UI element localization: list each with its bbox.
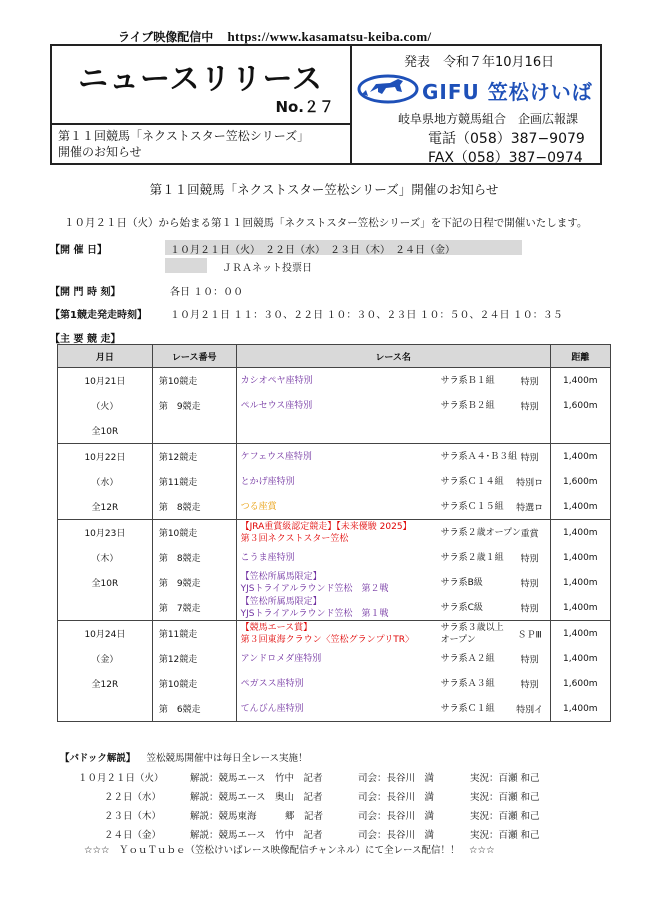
- race-name: てんびん座特別: [240, 703, 304, 714]
- race-total: 全12R: [58, 671, 153, 696]
- race-distance: 1,400m: [550, 545, 610, 570]
- race-grade: 特別ロ: [516, 478, 544, 488]
- paddock-commentator: 解説：競馬エース 竹中 記者: [190, 773, 323, 784]
- paddock-announcer: 実況：百瀬 和己: [470, 811, 540, 822]
- paddock-title: 【パドック解説】: [60, 753, 136, 764]
- website-link[interactable]: https://www.kasamatsu-keiba.com/: [227, 29, 432, 44]
- paddock-host: 司会：長谷川 満: [358, 792, 435, 803]
- table-row: [58, 418, 611, 444]
- race-table: [57, 344, 611, 722]
- race-day-of-week: （水）: [58, 469, 153, 494]
- race-total: 全10R: [58, 570, 153, 595]
- race-name-cell: [236, 696, 550, 722]
- race-number: 第 9競走: [152, 570, 236, 595]
- race-date: 10月24日: [58, 621, 153, 647]
- race-name: [241, 622, 414, 646]
- document-title: 第１１回競馬「ネクストスター笠松シリーズ」開催のお知らせ: [149, 182, 499, 197]
- race-name-cell: [236, 393, 550, 418]
- organization: 岐阜県地方競馬組合 企画広報課: [398, 112, 579, 126]
- paddock-announcer: 実況：百瀬 和己: [470, 830, 540, 841]
- race-class: サラ系B級: [440, 577, 483, 588]
- race-number: 第 7競走: [152, 595, 236, 621]
- race-class: サラ系Ｃ１４組: [440, 476, 504, 487]
- logo-text: GIFU 笠松けいば: [422, 80, 593, 104]
- race-grade: 特選ロ: [516, 503, 544, 513]
- race-number: 第10競走: [152, 671, 236, 696]
- open-time-label: 【開 門 時 刻】: [50, 287, 121, 298]
- race-name: [241, 521, 412, 545]
- race-name-cell: [236, 520, 550, 546]
- header-right-panel: [352, 46, 600, 166]
- fax-number: FAX（058）387−0974: [428, 150, 583, 166]
- race-grade: 特別: [520, 377, 539, 387]
- race-name-cell: [236, 570, 550, 595]
- live-banner: [118, 28, 431, 45]
- race-class: サラ系Ａ２組: [440, 653, 495, 664]
- race-class: サラ系Ｂ１組: [440, 375, 495, 386]
- table-header-row: [58, 345, 611, 368]
- race-number: 第11競走: [152, 469, 236, 494]
- header-distance: 距離: [550, 345, 610, 368]
- header-date: 月日: [58, 345, 153, 368]
- paddock-commentator: 解説：競馬エース 奥山 記者: [190, 792, 323, 803]
- paddock-day: １０月２１日（火）: [78, 773, 164, 784]
- race-number: 第10競走: [152, 368, 236, 394]
- dates-label: 【開 催 日】: [50, 245, 107, 256]
- race-grade: 特別: [520, 402, 539, 412]
- race-number: 第 6競走: [152, 696, 236, 722]
- race-day-of-week: （金）: [58, 646, 153, 671]
- race-distance: 1,400m: [550, 595, 610, 621]
- race-name: とかげ座特別: [240, 476, 295, 487]
- dates-value: １０月２１日（火） ２２日（水） ２３日（木） ２４日（金）: [170, 245, 455, 256]
- race-grade: 特別: [520, 680, 539, 690]
- paddock-host: 司会：長谷川 満: [358, 811, 435, 822]
- race-grade: 特別イ: [516, 705, 544, 715]
- table-row: [58, 368, 611, 394]
- paddock-host: 司会：長谷川 満: [358, 830, 435, 841]
- race-class: サラ系Ｃ１５組: [440, 501, 504, 512]
- race-grade: 特別: [520, 604, 539, 614]
- race-distance: 1,400m: [550, 444, 610, 470]
- race-name-cell: [236, 368, 550, 394]
- race-class: サラ系２歳１組: [440, 552, 504, 563]
- race-name: つる座賞: [240, 501, 277, 512]
- paddock-host: 司会：長谷川 満: [358, 773, 435, 784]
- paddock-day: ２２日（水）: [104, 792, 162, 803]
- race-number: 第 9競走: [152, 393, 236, 418]
- horse-logo-icon: [356, 70, 420, 106]
- race-class: [441, 622, 504, 646]
- race-name: アンドロメダ座特別: [240, 653, 322, 664]
- race-title: YJSトライアルラウンド笠松 第２戦: [240, 583, 389, 594]
- race-tag: 【笠松所属馬限定】: [240, 571, 322, 582]
- race-name: [241, 571, 389, 595]
- race-distance: 1,600m: [550, 671, 610, 696]
- table-row: [58, 469, 611, 494]
- race-name: ペガスス座特別: [240, 678, 304, 689]
- race-distance: 1,600m: [550, 469, 610, 494]
- race-name-cell: [236, 595, 550, 621]
- race-class: サラ系２歳オープン: [440, 527, 521, 538]
- first-race-value: １０月２１日 １１：３０、２２日 １０：３０、２３日 １０：５０、２４日 １０：３５: [170, 310, 563, 321]
- paddock-day: ２３日（木）: [104, 811, 162, 822]
- subject-line-1: 第１１回競馬「ネクストスター笠松シリーズ」: [58, 129, 310, 143]
- race-tag: 【競馬エース賞】: [240, 622, 313, 633]
- race-day-of-week: （火）: [58, 393, 153, 418]
- kasamatsu-logo: [356, 70, 596, 106]
- table-row: [58, 444, 611, 470]
- race-class: サラ系Ｃ１組: [440, 703, 495, 714]
- race-number: 第 8競走: [152, 545, 236, 570]
- jra-highlight: [165, 258, 207, 273]
- race-tag: 【JRA重賞級認定競走】【未来優駿 2025】: [240, 521, 412, 532]
- race-name: ペルセウス座特別: [240, 400, 313, 411]
- intro-text: １０月２１日（火）から始まる第１１回競馬「ネクストスター笠松シリーズ」を下記の日程で開催いたします。: [64, 217, 588, 229]
- race-title: 第３回ネクストスター笠松: [240, 533, 349, 544]
- race-distance: 1,400m: [550, 646, 610, 671]
- race-distance: 1,400m: [550, 696, 610, 722]
- race-name-cell: [236, 646, 550, 671]
- press-header: [50, 44, 602, 165]
- race-name: ケフェウス座特別: [240, 451, 312, 462]
- race-distance: 1,400m: [550, 368, 610, 394]
- table-row: [58, 696, 611, 722]
- release-subject: [52, 123, 350, 163]
- race-tag: 【笠松所属馬限定】: [240, 596, 322, 607]
- release-number: No.２７: [275, 98, 334, 116]
- race-number: 第10競走: [152, 520, 236, 546]
- race-class-line-2: オープン: [440, 634, 476, 645]
- header-race-number: レース番号: [152, 345, 236, 368]
- table-row: [58, 621, 611, 647]
- race-grade: 特別: [520, 579, 539, 589]
- paddock-commentator: 解説：競馬東海 郷 記者: [190, 811, 324, 822]
- table-row: [58, 646, 611, 671]
- race-class-line-1: サラ系３歳以上: [440, 622, 504, 633]
- race-name-cell: [236, 545, 550, 570]
- table-row: [58, 545, 611, 570]
- table-row: [58, 494, 611, 520]
- race-name: こうま座特別: [240, 552, 295, 563]
- subject-line-2: 開催のお知らせ: [58, 145, 142, 159]
- youtube-footer: ☆☆☆ ＹｏｕＴｕｂｅ（笠松けいばレース映像配信チャンネル）にて全レース配信！！ ☆☆☆: [84, 845, 495, 856]
- race-name-cell: [236, 671, 550, 696]
- header-left-panel: [52, 46, 352, 163]
- race-date: 10月23日: [58, 520, 153, 546]
- race-grade: ＳＰⅢ: [517, 630, 542, 640]
- race-distance: 1,400m: [550, 570, 610, 595]
- race-grade: 特別: [520, 453, 539, 463]
- race-distance: 1,400m: [550, 520, 610, 546]
- race-day-of-week: （木）: [58, 545, 153, 570]
- race-distance: 1,400m: [550, 621, 610, 647]
- race-number: 第11競走: [152, 621, 236, 647]
- paddock-commentator: 解説：競馬エース 竹中 記者: [190, 830, 323, 841]
- live-label: ライブ映像配信中: [118, 30, 214, 44]
- race-grade: 重賞: [520, 529, 539, 539]
- race-total: 全12R: [58, 494, 153, 520]
- paddock-note: 笠松競馬開催中は毎日全レース実施！: [146, 753, 308, 764]
- race-distance: 1,400m: [550, 494, 610, 520]
- race-total: 全10R: [58, 418, 153, 444]
- race-number: 第12競走: [152, 646, 236, 671]
- paddock-day: ２４日（金）: [104, 830, 162, 841]
- race-number: 第 8競走: [152, 494, 236, 520]
- race-grade: 特別: [520, 554, 539, 564]
- race-class: サラ系Ａ３組: [440, 678, 495, 689]
- race-distance: 1,600m: [550, 393, 610, 418]
- race-class: サラ系Ａ４･Ｂ３組: [440, 451, 518, 462]
- table-row: [58, 595, 611, 621]
- table-row: [58, 671, 611, 696]
- table-row: [58, 570, 611, 595]
- phone-number: 電話（058）387−9079: [428, 131, 585, 147]
- race-name-cell: [236, 469, 550, 494]
- race-grade: 特別: [520, 655, 539, 665]
- paddock-section: [60, 750, 308, 764]
- race-class: サラ系Ｂ２組: [440, 400, 495, 411]
- header-race-name: レース名: [236, 345, 550, 368]
- race-class: サラ系C級: [440, 602, 483, 613]
- race-date: 10月21日: [58, 368, 153, 394]
- race-title: YJSトライアルラウンド笠松 第１戦: [240, 608, 389, 619]
- first-race-label: 【第1競走発走時刻】: [50, 310, 147, 321]
- page-title: ニュースリリース: [78, 62, 323, 97]
- paddock-announcer: 実況：百瀬 和己: [470, 792, 540, 803]
- jra-note: ＪＲＡネット投票日: [222, 263, 312, 274]
- race-name: [241, 596, 389, 620]
- race-name: カシオペヤ座特別: [240, 375, 313, 386]
- open-time-value: 各日 １０：００: [170, 287, 244, 298]
- table-row: [58, 393, 611, 418]
- main-races-label: 【主 要 競 走】: [50, 334, 121, 345]
- race-title: 第３回東海クラウン〈笠松グランプリTR〉: [240, 634, 414, 645]
- paddock-announcer: 実況：百瀬 和己: [470, 773, 540, 784]
- race-name-cell: [236, 494, 550, 520]
- race-number: 第12競走: [152, 444, 236, 470]
- race-name-cell: [236, 444, 550, 470]
- race-date: 10月22日: [58, 444, 153, 470]
- table-row: [58, 520, 611, 546]
- race-name-cell: [236, 621, 550, 647]
- release-date: 発表 令和７年10月16日: [404, 55, 555, 70]
